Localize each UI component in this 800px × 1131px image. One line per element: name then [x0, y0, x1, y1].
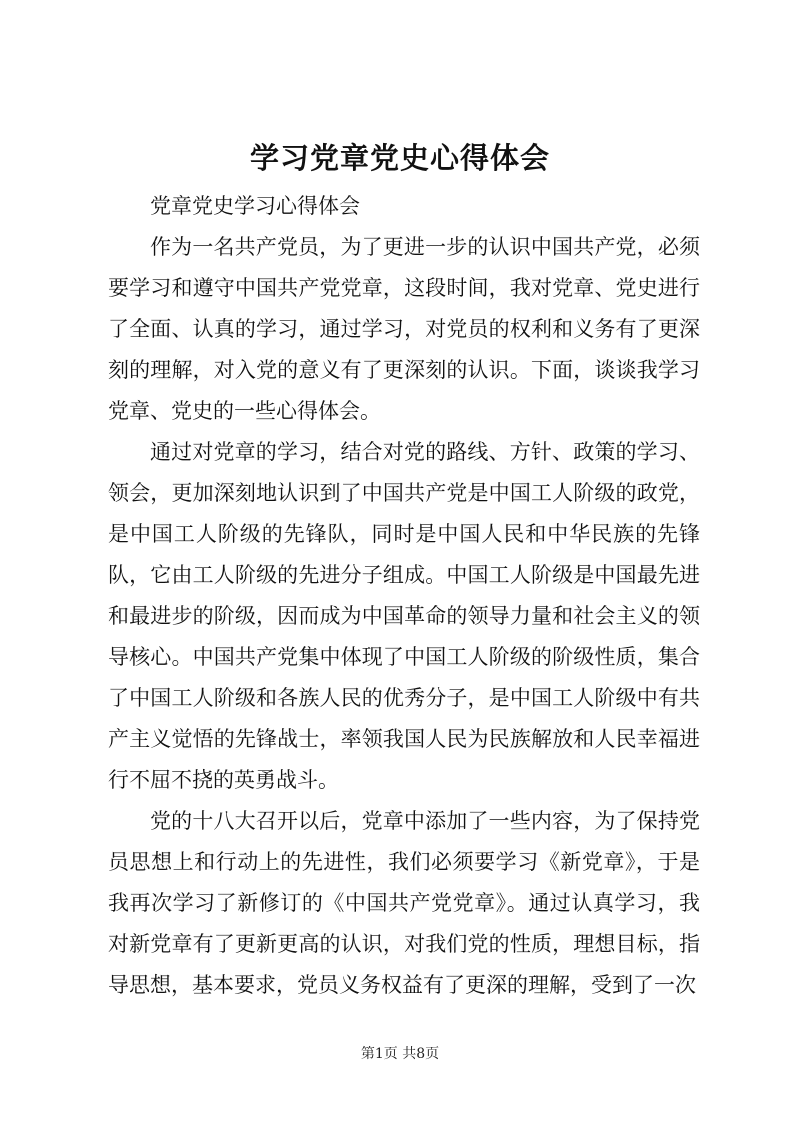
- page-footer: 第1页 共8页: [360, 1046, 440, 1062]
- document-body: [108, 186, 700, 1006]
- paragraph-2: 通过对党章的学习，结合对党的路线、方针、政策的学习、领会，更加深刻地认识到了中国共产党是中国工人阶级的政党，是中国工人阶级的先锋队，同时是中国人民和中华民族的先锋队，它由工人阶级的先进分子组成。中国工人阶级是中国最先进和最进步的阶级，因而成为中国革命的领导力量和社会主义的领导核心。中国共产党集中体现了中国工人阶级的阶级性质，集合了中国工人阶级和各族人民的优秀分子，是中国工人阶级中有共产主义觉悟的先锋战士，率领我国人民为民族解放和人民幸福进行不屈不挠的英勇战斗。: [108, 440, 700, 792]
- paragraph-1: 作为一名共产党员，为了更进一步的认识中国共产党，必须要学习和遵守中国共产党党章，这段时间，我对党章、党史进行了全面、认真的学习，通过学习，对党员的权利和义务有了更深刻的理解，对入党的意义有了更深刻的认识。下面，谈谈我学习党章、党史的一些心得体会。: [108, 235, 700, 423]
- paragraph-3: 党的十八大召开以后，党章中添加了一些内容，为了保持党员思想上和行动上的先进性，我们必须要学习《新党章》，于是我再次学习了新修订的《中国共产党党章》。通过认真学习，我对新党章有了更新更高的认识，对我们党的性质，理想目标，指导思想，基本要求，党员义务权益有了更深的理解，受到了一次: [108, 809, 700, 997]
- document-title: 学习党章党史心得体会: [249, 141, 550, 175]
- paragraph-subtitle: 党章党史学习心得体会: [150, 194, 360, 218]
